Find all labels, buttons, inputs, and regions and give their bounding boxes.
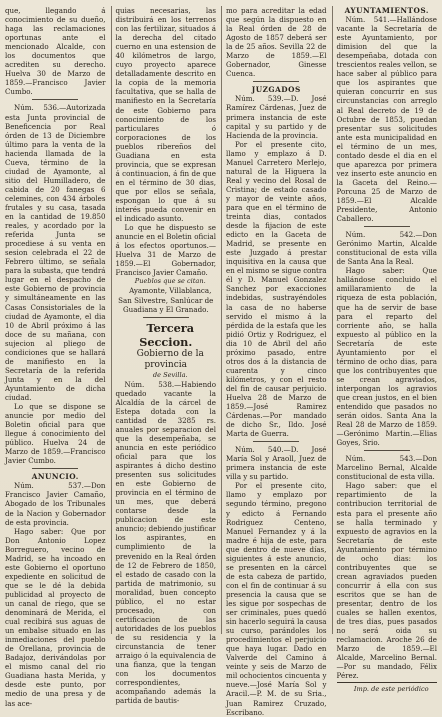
article-paragraph: Núm. 543.—Don Marcelino Bernal, Alcalde constitucional de esta villa. [336,454,437,482]
article-paragraph: Lo que se dispone se anuncie por medio del Boletin oficial para que llegue á conocimiento del público. Huelva 24 de Marzo de 1859.—Francisco Javier Cumbo. [5,402,106,466]
article-paragraph: Núm. 536.—Autorizada esta Junta provincial de Beneficencia por Real órden de 13 de Diciembre último para la venta de la hacienda llamada de la Cueva, término de la ciudad de Ayamonte, al sitio del Humilladero, de cabida de 20 fanegas 6 celemines, con 434 árboles frutales y su casa, tasada en la cantidad de 19.850 reales, y acordado por la referida Junta se procediese á su venta en sesion celebrada el 22 de Febrero último, se señala para la subasta, que tendrá lugar en el despacho de este Gobierno de provincia y simultáneamente en las Casas Consistoriales de la ciudad de Ayamonte, el dia 10 de Abril próximo á las doce de su mañana, con sujecion al pliego de condiciones que se hallará de manifiesto en la Secretaría de la referida Junta y en la del Ayuntamiento de dicha ciudad. [5,103,106,402]
italic-caption: Imp. de este periódico [353,685,429,694]
section-title: Tercera Seccion. [139,320,195,349]
article-paragraph: Núm. 541.—Hallándose vacante la Secretaría de este Ayuntamiento, por dimision del que la desempeñaba, dotada con trescientos reales vellon, se hace saber al público para que los aspirantes que quieran concurrir en sus circunstancias con arreglo al Real decreto de 19 de Octubre de 1853, puedan presentar sus solicitudes ante esta municipalidad en el término de un mes, contado desde el dia en el que aparezca por primera vez inserto este anuncio en la Gaceta del Reino.—Porcuna 25 de Marzo de 1859.—El Alcalde Presidente, Antonio Caballero. [336,15,437,224]
centered-text: Ayamonte, Villablanca, San Silvestre, Sanlúcar de Guadiana y El Granado. [118,286,214,314]
article-paragraph: Hago saber: que el repartimiento de la contribucion territorial de esta para el presente año se halla terminado y expuesto de agravios en la Secretaría de este Ayuntamiento por término de ocho dias: los contribuyentes que se crean agraviados pueden concurrir á ella con sus escritos que se han de presentar, dentro de los cuales se hallen exentos, de tres dias, pues pasados no será oida su reclamacion. Aroche 26 de Marzo de 1859.—El Alcalde, Marcelino Bernal.—Por su mandado, Félix Pérez. [336,481,437,681]
article-paragraph: quias necesarias, las distribuirá en los terrenos con las fertilizar, situados á la derecha del citado cuerno en una estension de 40 kilómetros de largo, cuyo proyecto aparece detalladamente descrito en la copia de la memoria facultativa, que se halla de manifiesto en la Secretaría de este Gobierno para conocimiento de los particulares ó corporaciones de los pueblos ribereños del Guadiana en esta provincia, que se expresan á continuacion, á fin de que en el término de 30 dias, que por ellos se señala, espongan lo que á su interés pueda convenir en el indicado asunto. [115,6,216,224]
separator-rule [143,317,189,318]
column-1 [5,6,106,708]
article-paragraph: mo para acreditar la edad que según la dispuesto en la Real órden de 28 de Agosto de 1857 deberá ser la de 25 años. Sevilla 22 de Marzo de 1859.—El Gobernador, Ginesse Cuenca. [226,6,327,79]
separator-rule [364,450,410,451]
article-paragraph: Núm. 537.—Don Francisco Javier Camaño, Abogado de los Tribunales de la Nacion y Gobernador de esta provincia. [5,481,106,527]
section-heading: ANUNCIO. [31,472,79,482]
article-paragraph: Por el presente cito, llamo y emplazo por segundo término, pregono y edicto á Fernando Rodriguez Centeno, Manuel Fernandez y á la madre é hija de este, para que dentro de nueve días, siguientes á este anuncio, se presenten en la cárcel de esta cabeza de partido, con el fin de continuar á su presencia la causa que se les sigue por sospechas de ser criminales, pues quedó sin hacerlo seguirá la causa su curso, parándoles los procedimientos el perjuicio que haya lugar. Dado en Valverde del Camino á veinte y seis de Marzo de mil ochocientos cincuenta y nueve.—José María Sol y Aracil.—P. M. de su Sria., Juan Ramirez Cruzado, Escribano. [226,481,327,717]
article-paragraph: Núm. 539.—D. José Ramírez Cárdenas, Juez de primera instancia de este capital y su partido y de Hacienda de la provincia. [226,94,327,140]
article-paragraph: Núm. 542.—Don Gerónimo Martin, Alcalde constitucional de esta villa de Santa Ana la Real. [336,230,437,267]
italic-caption: Pueblos que se citan. [134,277,206,286]
footer-rule [337,682,438,683]
article-paragraph: Núm. 538.—Habiendo quedado vacante la Alcaldía de la cárcel de Estepa dotada con la cantidad de 3285 rs. anuales por separacion del que la desempeñaba, se anuncia en este periódico oficial para que los aspirantes á dicho destino presenten sus solicitudes en este Gobierno de provincia en el término de un mes, que deberá contarse desde la publicacion de este anuncio; debiendo justificar los aspirantes, en cumplimiento de la prevenido en la Real órden de 12 de Febrero de 1850, el estado de casado con la partida de matrimonio, su moralidad, buen concepto público, el no estar procesado, con certificacion de las autoridades de los pueblos de su residencia y la circunstancia de tener arraigo ó la equivalencia de una fianza, que la tengan con los documentos correspondientes, acompañando además la partida de bautis- [115,379,216,706]
column-4 [332,6,438,694]
section-subtitle: Gobierno de la provincia [136,348,204,370]
columns [5,6,437,717]
article-paragraph: Lo que he dispuesto se anuncie en el Boletin oficial á los efectos oportunos.—Huelva 31 de Marzo de 1859.—El Gobernador, Francisco Javier Camaño. [115,223,216,278]
section-heading: JUZGADOS [251,85,301,95]
section-heading: AYUNTAMIENTOS. [344,6,429,15]
article-paragraph: que, llegando á conocimiento de su dueño, haga las reclamaciones oportunas ante el mencionado Alcalde, con los documentos que acrediten su derecho. Huelva 30 de Marzo de 1859.—Francisco Javier Cumbo. [5,6,106,97]
article-paragraph: Hago saber: Que por Don Antonio Lopez Borreguero, vecino de Madrid, se ha incoado en este Gobierno el oportuno expediente en solicitud de que se le dé la debida publicidad al proyecto de un canal de riego, que se denominará de Merida, el cual recibirá sus aguas de un embalse situado en las inmediaciones del pueblo de Orellana, provincia de Badajoz, derivándolas por el mismo canal del rio Guadiana hasta Merida, y desde este punto, por medio de una presa y de las ace- [5,526,106,708]
separator-rule [364,226,410,227]
article-paragraph: Por el presente cito, llamo y emplazo á D. Manuel Carretero Merlejo, natural de la Higuera la Real y vecino del Rosal de Cristina; de estado casado y mayor de veinte años, para que en el término de treinta dias, contados desde la fijacion de este edicto en la Gaceta de Madrid, se presente en este Juzgado á prestar inquisitiva en la causa que en el mismo se sigue contra él y D. Manuel Gonzalez Sanchez por exacciones indebidas, sustrayéndoles la casa de no haberse servido el mismo á la pérdida de la estafa que les pidió Ortiz y Rodriguez, el dia 10 de Abril del año próximo pasado, entre otros dos á la distancia de cuarenta y cinco kilómetros, y con el resto del fin de causar perjuicio. Huelva 28 de Marzo de 1859.—José Ramirez Cárdenas.—Por mandado de dicho Sr., Ildo. José Marta de Guerra. [226,139,327,439]
separator-rule [32,99,78,100]
separator-rule [253,81,299,82]
separator-rule [253,441,299,442]
article-paragraph: Núm. 540.—D. José María Sol y Araoll, Juez de primera instancia de este villa y su partido. [226,445,327,482]
column-3 [221,6,327,717]
column-2 [111,6,217,706]
italic-caption: de Sevilla. [152,370,188,379]
separator-rule [32,468,78,469]
article-paragraph: Hago saber: Que hallándose concluido el amillaramiento de la riqueza de esta población, que ha de servir de base para el reparto del corriente año, se halla expuesto al público en la Secretaría de este Ayuntamiento por el término de ocho dias, para que los contribuyentes que se crean agraviados, interpongan los agravios que crean justos, en el bien entendido que pasados no serán oidos. Santa Ana la Real 28 de Marzo de 1859.—Gerónimo Martin.—Elias Goyes, Srio. [336,266,437,448]
